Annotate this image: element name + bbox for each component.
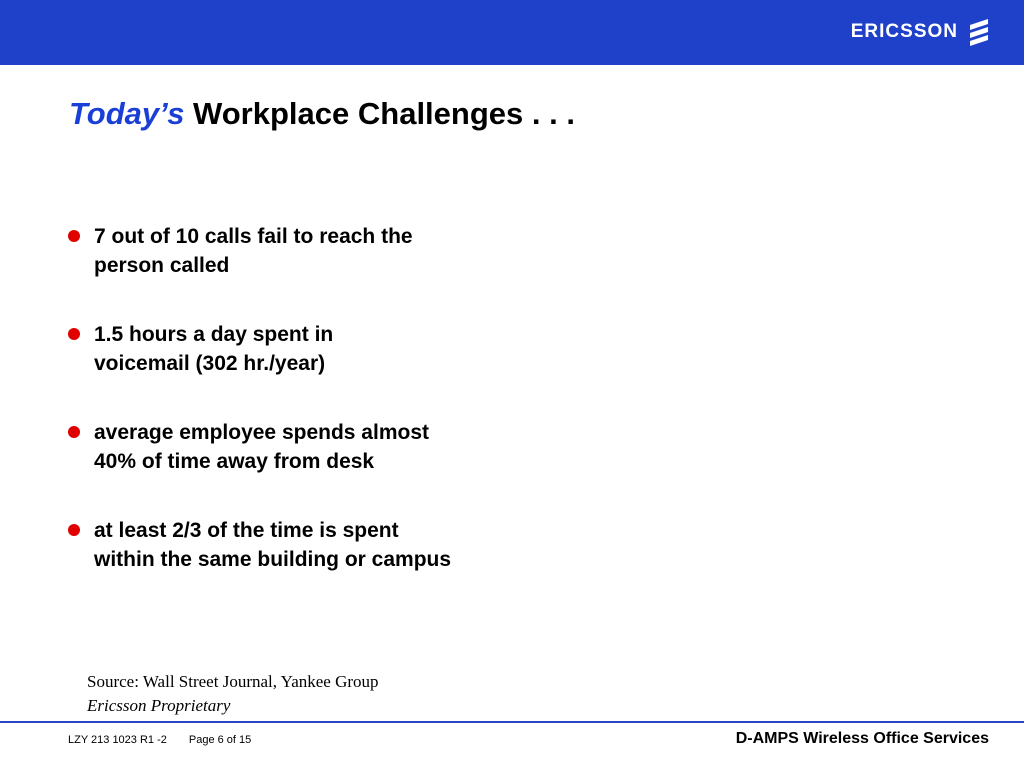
bullet-dot-icon: [68, 230, 80, 242]
header-band: [0, 0, 1024, 65]
ericsson-logo-icon: [968, 18, 990, 46]
document-id: LZY 213 1023 R1 -2: [68, 734, 167, 746]
bullet-dot-icon: [68, 426, 80, 438]
bullet-text: 7 out of 10 calls fail to reach the person called: [94, 225, 413, 277]
bullet-text: average employee spends almost 40% of time away from desk: [94, 421, 429, 473]
slide-title: [69, 96, 575, 132]
proprietary-note: Ericsson Proprietary: [87, 696, 231, 715]
title-rest: Workplace Challenges . . .: [184, 96, 575, 131]
source-note: Source: Wall Street Journal, Yankee Group: [87, 672, 379, 691]
footer-meta: [68, 734, 251, 746]
bullet-item: [68, 320, 394, 378]
bullet-dot-icon: [68, 328, 80, 340]
bullet-item: [68, 516, 464, 574]
brand-logo: [851, 17, 990, 47]
product-name: D-AMPS Wireless Office Services: [735, 730, 989, 747]
bullet-item: [68, 418, 454, 476]
bullet-item: [68, 222, 474, 280]
title-accent: Today’s: [69, 96, 185, 131]
page-number: Page 6 of 15: [188, 734, 252, 746]
bullet-text: at least 2/3 of the time is spent within the same building or campus: [94, 519, 452, 571]
footer-divider: [0, 721, 1024, 723]
brand-name: ERICSSON: [850, 21, 958, 42]
bullet-text: 1.5 hours a day spent in voicemail (302 hr./year): [94, 323, 334, 375]
bullet-list: [68, 222, 488, 574]
bullet-dot-icon: [68, 524, 80, 536]
